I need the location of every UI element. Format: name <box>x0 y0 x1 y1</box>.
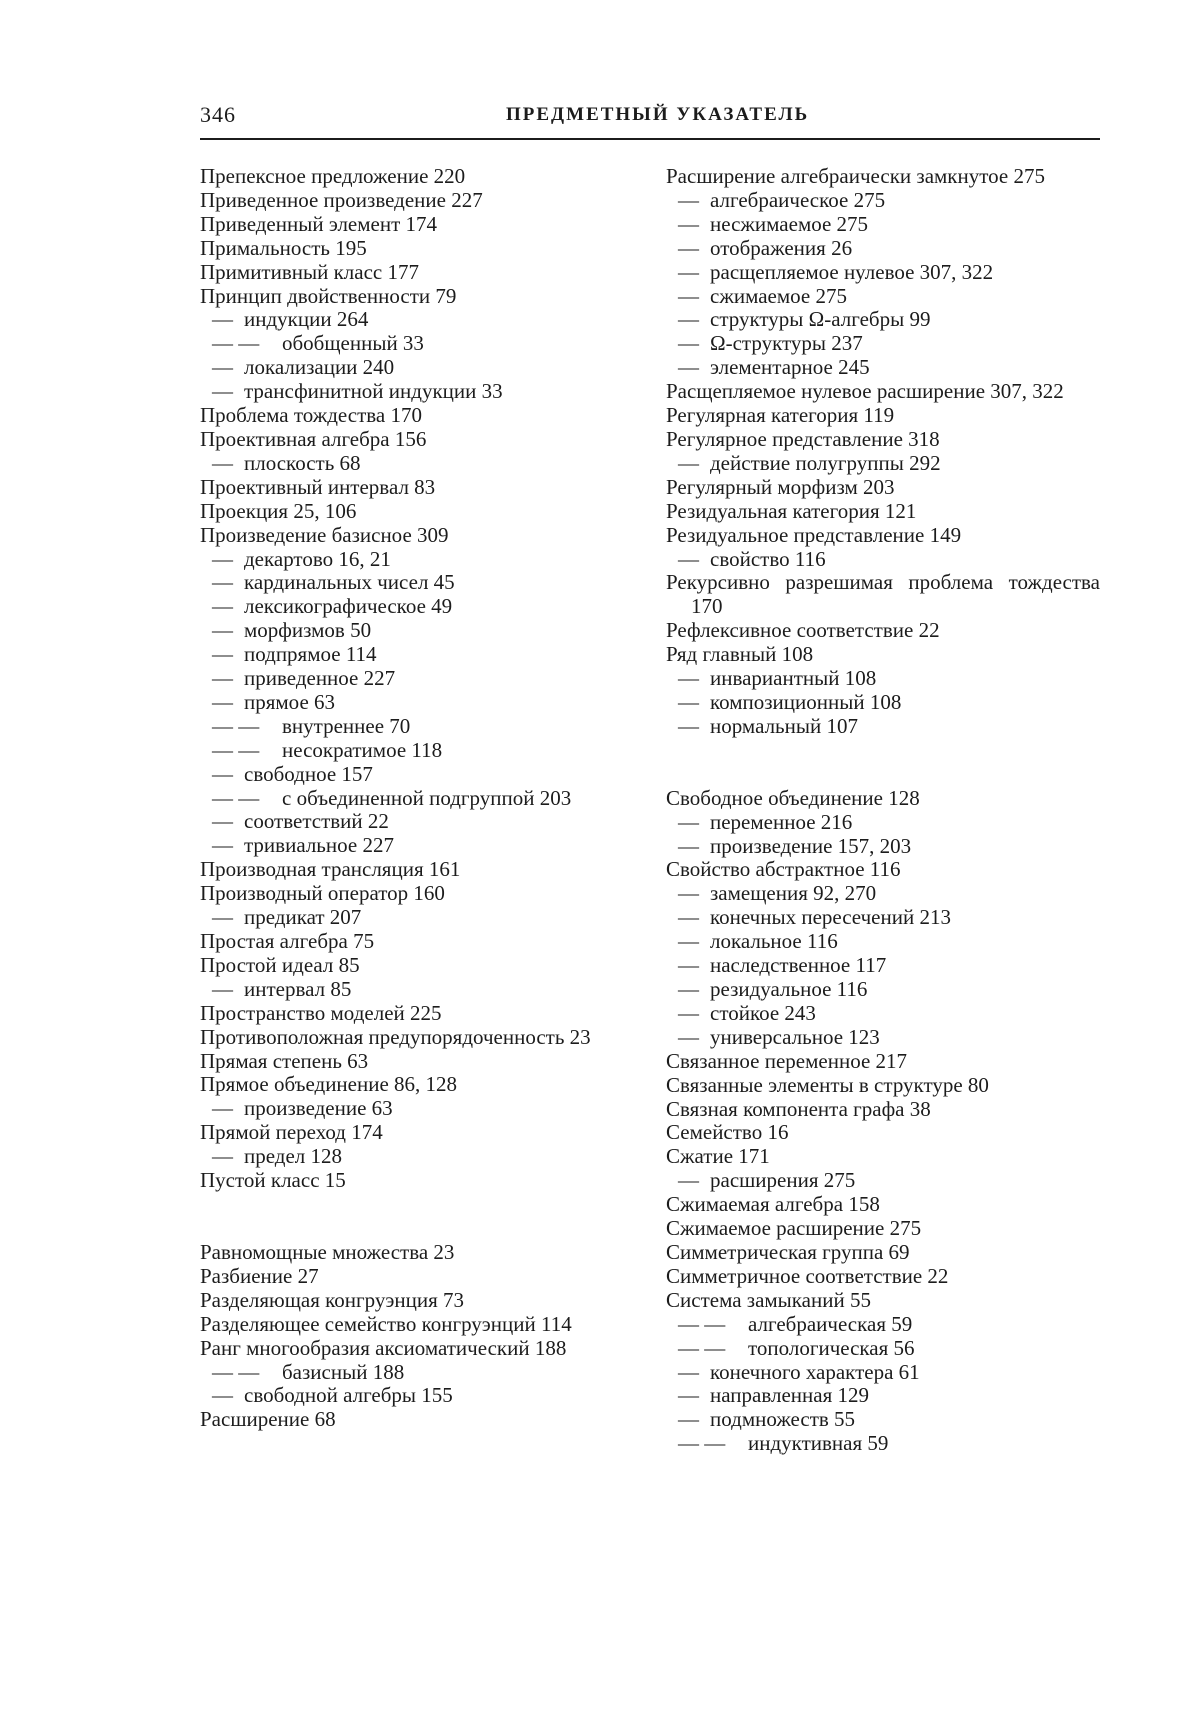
dash-marker: — <box>212 450 233 475</box>
index-subentry <box>666 1313 1100 1337</box>
index-subentry <box>666 452 1100 476</box>
entry-text: прямое 63 <box>244 689 336 714</box>
index-subentry <box>200 810 634 834</box>
entry-text: Свободное объединение 128 <box>666 785 920 810</box>
entry-text: Пустой класс 15 <box>200 1168 346 1193</box>
index-entry <box>666 1121 1100 1145</box>
index-entry <box>666 524 1100 548</box>
index-subentry <box>666 261 1100 285</box>
dash-marker: — <box>212 1144 233 1169</box>
dash-marker: — — <box>678 1311 726 1336</box>
index-entry <box>200 1002 634 1026</box>
entry-text: соответствий 22 <box>244 809 389 834</box>
index-entry <box>666 1074 1100 1098</box>
entry-text: действие полугруппы 292 <box>710 450 941 475</box>
dash-marker: — <box>678 235 699 260</box>
entry-text: индукции 264 <box>244 307 369 332</box>
index-subentry <box>200 452 634 476</box>
index-subentry <box>666 882 1100 906</box>
entry-text: замещения 92, 270 <box>710 881 877 906</box>
page-number: 346 <box>200 102 236 127</box>
entry-text: переменное 216 <box>710 809 853 834</box>
index-subentry <box>666 811 1100 835</box>
entry-text: конечного характера 61 <box>710 1359 920 1384</box>
index-subentry <box>200 356 634 380</box>
index-entry <box>200 1289 634 1313</box>
entry-text: Простая алгебра 75 <box>200 929 375 953</box>
dash-marker: — — <box>212 785 260 810</box>
dash-marker: — — <box>212 713 260 738</box>
dash-marker: — <box>678 977 699 1001</box>
index-subentry <box>200 691 634 715</box>
index-entry <box>200 428 634 452</box>
index-subentry <box>666 1002 1100 1026</box>
dash-marker: — <box>678 1000 699 1025</box>
index-entry <box>666 476 1100 500</box>
index-entry <box>666 1145 1100 1169</box>
index-subentry <box>200 619 634 643</box>
entry-text: Проблема тождества 170 <box>200 403 422 428</box>
entry-text: Примитивный класс 177 <box>200 259 419 284</box>
dash-marker: — <box>212 761 233 786</box>
index-entry <box>200 261 634 285</box>
entry-text: Система замыканий 55 <box>666 1287 871 1312</box>
index-entry <box>200 1265 634 1289</box>
dash-marker: — <box>212 355 233 380</box>
entry-text: декартово 16, 21 <box>244 546 391 571</box>
index-subentry <box>666 1384 1100 1408</box>
entry-text: Ω-структуры 237 <box>710 331 863 356</box>
index-entry <box>666 165 1100 189</box>
running-title: ПРЕДМЕТНЫЙ УКАЗАТЕЛЬ <box>506 104 810 125</box>
index-column-left <box>200 165 634 1432</box>
entry-text: Регулярная категория 119 <box>666 403 895 428</box>
index-entry <box>200 954 634 978</box>
entry-text: Резидуальная категория 121 <box>666 498 917 523</box>
dash-marker: — <box>212 833 233 858</box>
index-entry <box>200 165 634 189</box>
index-subentry <box>666 1432 1100 1456</box>
index-subentry <box>200 667 634 691</box>
index-subentry <box>200 763 634 787</box>
entry-text: Симметричное соответствие 22 <box>666 1263 949 1288</box>
index-subentry <box>200 643 634 667</box>
entry-text: Сжатие 171 <box>666 1144 770 1169</box>
index-entry <box>200 1241 634 1265</box>
entry-text: базисный 188 <box>282 1359 405 1384</box>
dash-marker: — <box>678 689 699 714</box>
dash-marker: — <box>212 905 233 930</box>
entry-text: свободное 157 <box>244 761 373 786</box>
entry-text: Приведенный элемент 174 <box>200 211 438 236</box>
index-subentry <box>200 906 634 930</box>
entry-text: нормальный 107 <box>710 713 858 738</box>
index-subentry <box>666 715 1100 739</box>
dash-marker: — <box>678 1359 699 1384</box>
dash-marker: — <box>212 594 233 619</box>
dash-marker: — — <box>212 331 260 356</box>
index-subentry <box>666 356 1100 380</box>
entry-text: Свойство абстрактное 116 <box>666 857 901 882</box>
dash-marker: — <box>212 618 233 643</box>
index-entry <box>200 1337 634 1361</box>
dash-marker: — <box>678 187 699 212</box>
index-entry <box>200 1121 634 1145</box>
dash-marker: — <box>678 666 699 691</box>
index-subentry <box>200 1384 634 1408</box>
index-entry <box>200 930 634 954</box>
index-entry <box>666 1193 1100 1217</box>
index-subentry <box>666 906 1100 930</box>
entry-text: подпрямое 114 <box>244 642 377 667</box>
entry-text: несжимаемое 275 <box>710 211 869 236</box>
entry-text: Регулярное представление 318 <box>666 426 940 451</box>
index-entry <box>666 1217 1100 1241</box>
entry-text: внутреннее 70 <box>282 713 411 738</box>
dash-marker: — <box>212 379 233 404</box>
index-subentry <box>200 332 634 356</box>
entry-text: Примальность 195 <box>200 235 367 260</box>
entry-text: универсальное 123 <box>710 1024 880 1049</box>
entry-text: Ранг многообразия аксиоматический 188 <box>200 1335 567 1360</box>
entry-text: предел 128 <box>244 1144 343 1169</box>
index-subentry <box>666 189 1100 213</box>
entry-text: Прямое объединение 86, 128 <box>200 1072 458 1097</box>
index-entry <box>200 189 634 213</box>
index-entry <box>200 1050 634 1074</box>
entry-text: с объединенной подгруппой 203 <box>282 785 572 810</box>
entry-text: кардинальных чисел 45 <box>244 570 455 595</box>
index-subentry <box>666 548 1100 572</box>
dash-marker: — <box>678 953 699 978</box>
entry-text: Проекция 25, 106 <box>200 498 357 523</box>
dash-marker: — <box>678 546 699 571</box>
index-entry <box>666 404 1100 428</box>
entry-text: расширения 275 <box>710 1168 856 1193</box>
index-subentry <box>200 571 634 595</box>
entry-text: Связанные элементы в структуре 80 <box>666 1072 989 1097</box>
index-entry <box>200 524 634 548</box>
entry-text: отображения 26 <box>710 235 853 260</box>
dash-marker: — <box>212 666 233 691</box>
index-entry <box>666 643 1100 667</box>
entry-text: Принцип двойственности 79 <box>200 283 457 308</box>
dash-marker: — <box>678 259 699 284</box>
entry-text: плоскость 68 <box>244 450 361 475</box>
entry-text: произведение 63 <box>244 1096 393 1121</box>
index-subentry <box>200 834 634 858</box>
entry-text: Равномощные множества 23 <box>200 1239 455 1264</box>
index-entry <box>200 882 634 906</box>
entry-text: Ряд главный 108 <box>666 642 814 667</box>
index-subentry <box>200 308 634 332</box>
index-subentry <box>666 237 1100 261</box>
index-entry <box>200 285 634 309</box>
index-subentry <box>666 285 1100 309</box>
entry-text: Производный оператор 160 <box>200 881 445 906</box>
index-entry <box>666 1098 1100 1122</box>
dash-marker: — <box>678 905 699 930</box>
index-entry <box>666 380 1100 404</box>
dash-marker: — <box>678 809 699 834</box>
index-entry <box>666 619 1100 643</box>
entry-text: Связная компонента графа 38 <box>666 1096 931 1121</box>
section-gap <box>666 739 1100 787</box>
dash-marker: — <box>678 1168 699 1193</box>
entry-text: Разделяющая конгруэнция 73 <box>200 1287 464 1312</box>
dash-marker: — <box>678 713 699 738</box>
entry-text: индуктивная 59 <box>748 1431 889 1456</box>
index-subentry <box>200 1097 634 1121</box>
dash-marker: — <box>678 283 699 308</box>
entry-text: Производная трансляция 161 <box>200 857 461 882</box>
index-subentry <box>666 332 1100 356</box>
entry-text: Проективный интервал 83 <box>200 474 436 499</box>
entry-text: элементарное 245 <box>710 355 870 380</box>
index-column-right <box>666 165 1100 1456</box>
index-subentry <box>666 1337 1100 1361</box>
entry-text: Произведение базисное 309 <box>200 522 449 547</box>
entry-text: приведенное 227 <box>244 666 396 691</box>
index-entry <box>200 1408 634 1432</box>
index-subentry <box>666 835 1100 859</box>
dash-marker: — <box>678 307 699 332</box>
index-subentry <box>666 1408 1100 1432</box>
entry-text: алгебраическая 59 <box>748 1311 913 1336</box>
dash-marker: — <box>212 809 233 834</box>
dash-marker: — <box>212 976 233 1001</box>
index-entry <box>666 1241 1100 1265</box>
entry-text: стойкое 243 <box>710 1000 816 1025</box>
index-entry <box>200 213 634 237</box>
page-header <box>200 98 1100 140</box>
entry-text: направленная 129 <box>710 1383 869 1408</box>
entry-text: Приведенное произведение 227 <box>200 187 483 212</box>
dash-marker: — <box>678 881 699 906</box>
index-subentry <box>666 1361 1100 1385</box>
entry-text: свойство 116 <box>710 546 826 571</box>
dash-marker: — — <box>212 737 260 762</box>
entry-text: Прямой переход 174 <box>200 1120 383 1145</box>
dash-marker: — <box>678 450 699 475</box>
dash-marker: — <box>678 833 699 858</box>
entry-text: трансфинитной индукции 33 <box>244 379 503 404</box>
index-subentry <box>200 1361 634 1385</box>
index-subentry <box>200 787 634 811</box>
dash-marker: — <box>212 1383 233 1408</box>
entry-text: локальное 116 <box>710 929 838 954</box>
dash-marker: — <box>678 1024 699 1049</box>
entry-text: композиционный 108 <box>710 689 902 714</box>
index-subentry <box>200 380 634 404</box>
entry-text: свободной алгебры 155 <box>244 1383 453 1408</box>
dash-marker: — <box>678 1407 699 1432</box>
dash-marker: — <box>212 307 233 332</box>
index-entry <box>200 1313 634 1337</box>
index-subentry <box>666 1169 1100 1193</box>
entry-text: подмножеств 55 <box>710 1407 856 1432</box>
index-entry <box>200 404 634 428</box>
dash-marker: — <box>678 211 699 236</box>
entry-text: несократимое 118 <box>282 737 443 762</box>
index-entry <box>666 1050 1100 1074</box>
index-subentry <box>666 954 1100 978</box>
dash-marker: — <box>212 642 233 667</box>
dash-marker: — <box>678 331 699 356</box>
index-subentry <box>200 595 634 619</box>
dash-marker: — — <box>678 1431 726 1456</box>
index-subentry <box>200 715 634 739</box>
entry-text: Резидуальное представление 149 <box>666 522 962 547</box>
index-entry <box>200 1073 634 1097</box>
entry-text: Семейство 16 <box>666 1120 789 1145</box>
index-entry <box>200 500 634 524</box>
entry-text: Рефлексивное соответствие 22 <box>666 618 940 643</box>
index-entry <box>200 476 634 500</box>
entry-text: Сжимаемое расширение 275 <box>666 1216 922 1241</box>
dash-marker: — <box>212 546 233 571</box>
dash-marker: — <box>212 689 233 714</box>
entry-text: Препексное предложение 220 <box>200 164 466 188</box>
entry-text: Разбиение 27 <box>200 1263 319 1288</box>
entry-text: инвариантный 108 <box>710 666 877 691</box>
index-entry <box>666 858 1100 882</box>
index-subentry <box>666 691 1100 715</box>
entry-text: наследственное 117 <box>710 953 887 978</box>
dash-marker: — <box>678 355 699 380</box>
entry-text: Проективная алгебра 156 <box>200 426 427 451</box>
index-subentry <box>666 667 1100 691</box>
index-subentry <box>666 308 1100 332</box>
entry-text: тривиальное 227 <box>244 833 394 858</box>
entry-text: Простой идеал 85 <box>200 952 360 977</box>
entry-text: Расщепляемое нулевое расширение 307, 322 <box>666 379 1064 404</box>
entry-text: алгебраическое 275 <box>710 187 886 212</box>
entry-text: Пространство моделей 225 <box>200 1000 442 1025</box>
index-entry <box>200 1169 634 1193</box>
section-gap <box>200 1193 634 1241</box>
entry-text: Противоположная предупорядоченность 23 <box>200 1024 591 1049</box>
entry-text: Разделяющее семейство конгруэнций 114 <box>200 1311 572 1336</box>
entry-text: лексикографическое 49 <box>244 594 453 619</box>
entry-text: произведение 157, 203 <box>710 833 912 858</box>
entry-text: сжимаемое 275 <box>710 283 847 308</box>
index-subentry <box>200 1145 634 1169</box>
entry-text: обобщенный 33 <box>282 331 424 356</box>
dash-marker: — — <box>212 1359 260 1384</box>
dash-marker: — — <box>678 1335 726 1360</box>
entry-text: расщепляемое нулевое 307, 322 <box>710 259 994 284</box>
index-subentry <box>200 978 634 1002</box>
index-entry <box>666 787 1100 811</box>
entry-text: Прямая степень 63 <box>200 1048 369 1073</box>
dash-marker: — <box>678 1383 699 1408</box>
index-subentry <box>666 1026 1100 1050</box>
entry-text: локализации 240 <box>244 355 395 380</box>
index-entry <box>200 858 634 882</box>
entry-text: предикат 207 <box>244 905 362 930</box>
entry-text: Симметрическая группа 69 <box>666 1239 910 1264</box>
entry-text: Сжимаемая алгебра 158 <box>666 1192 880 1217</box>
entry-text: конечных пересечений 213 <box>710 905 951 930</box>
entry-text: Регулярный морфизм 203 <box>666 474 895 499</box>
index-subentry <box>200 739 634 763</box>
index-subentry <box>200 548 634 572</box>
dash-marker: — <box>678 929 699 954</box>
dash-marker: — <box>212 1096 233 1121</box>
index-subentry <box>666 930 1100 954</box>
index-entry <box>666 1289 1100 1313</box>
entry-text: Связанное переменное 217 <box>666 1048 908 1073</box>
entry-text: интервал 85 <box>244 976 352 1001</box>
index-entry <box>200 237 634 261</box>
index-entry <box>666 571 1100 619</box>
index-entry <box>200 1026 634 1050</box>
entry-text: морфизмов 50 <box>244 618 372 643</box>
entry-text: резидуальное 116 <box>710 977 868 1001</box>
entry-text: топологическая 56 <box>748 1335 915 1360</box>
index-entry <box>666 500 1100 524</box>
entry-text: Расширение 68 <box>200 1407 336 1432</box>
dash-marker: — <box>212 570 233 595</box>
index-subentry <box>666 978 1100 1002</box>
entry-text: Рекурсивно разрешимая проблема тождества 170 <box>666 570 1100 619</box>
entry-text: Расширение алгебраически замкнутое 275 <box>666 164 1045 188</box>
index-subentry <box>666 213 1100 237</box>
index-entry <box>666 1265 1100 1289</box>
index-entry <box>666 428 1100 452</box>
entry-text: структуры Ω-алгебры 99 <box>710 307 931 332</box>
